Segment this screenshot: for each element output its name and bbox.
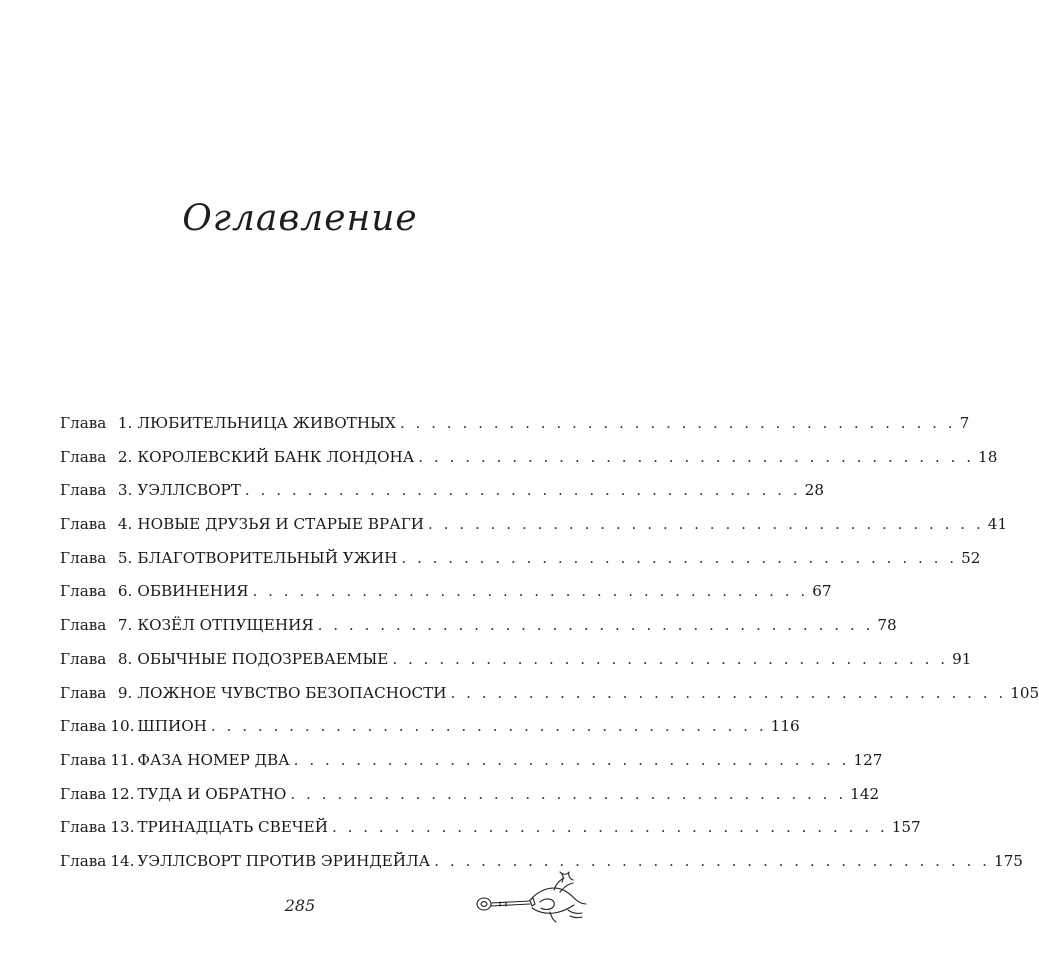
chapter-label: Глава (60, 717, 107, 736)
chapter-number: 5. (117, 548, 133, 567)
chapter-title: ТУДА И ОБРАТНО (137, 784, 287, 803)
chapter-number: 8. (117, 649, 133, 668)
chapter-label: Глава (60, 851, 107, 870)
chapter-title: КОЗЁЛ ОТПУЩЕНИЯ (137, 616, 314, 635)
page-title: Оглавление (182, 198, 418, 239)
chapter-page: 157 (891, 818, 921, 837)
chapter-label: Глава (60, 784, 107, 803)
dot-leader: . . . . . . . . . . . . . . . . . . . . . . . . . . . . . . . . . . . . (392, 649, 949, 668)
chapter-label: Глава (60, 414, 107, 432)
chapter-title: КОРОЛЕВСКИЙ БАНК ЛОНДОНА (137, 447, 415, 466)
toc-entry (60, 582, 832, 616)
chapter-label: Глава (60, 818, 107, 837)
chapter-label: Глава (60, 616, 107, 635)
chapter-label: Глава (60, 582, 107, 601)
chapter-label: Глава (60, 447, 107, 466)
toc-entry (60, 818, 921, 852)
chapter-number: 7. (117, 616, 133, 635)
chapter-label: Глава (60, 750, 107, 769)
chapter-title: ФАЗА НОМЕР ДВА (137, 750, 290, 769)
chapter-number: 2. (117, 447, 133, 466)
chapter-title: ОБЫЧНЫЕ ПОДОЗРЕВАЕМЫЕ (137, 649, 389, 668)
key-in-hand-icon (470, 862, 592, 926)
chapter-label: Глава (60, 515, 107, 534)
toc-entry (60, 548, 981, 583)
chapter-number: 13. (110, 818, 135, 837)
dot-leader: . . . . . . . . . . . . . . . . . . . . . . . . . . . . . . . . . . . . (290, 784, 847, 803)
toc-entry (60, 683, 1039, 718)
chapter-page: 142 (850, 784, 880, 803)
toc-entry (60, 784, 880, 819)
chapter-number: 4. (117, 515, 133, 534)
toc-entry (60, 750, 883, 785)
dot-leader: . . . . . . . . . . . . . . . . . . . . . . . . . . . . . . . . . . . . (331, 818, 888, 837)
chapter-title: ТРИНАДЦАТЬ СВЕЧЕЙ (137, 818, 328, 837)
chapter-label: Глава (60, 649, 107, 668)
dot-leader: . . . . . . . . . . . . . . . . . . . . . . . . . . . . . . . . . . . . (399, 414, 956, 432)
chapter-title: УЭЛЛСВОРТ (137, 481, 241, 500)
dot-leader: . . . . . . . . . . . . . . . . . . . . . . . . . . . . . . . . . . . . (210, 717, 767, 736)
chapter-title: УЭЛЛСВОРТ ПРОТИВ ЭРИНДЕЙЛА (137, 851, 431, 870)
chapter-page: 28 (804, 481, 824, 500)
toc-entry (60, 481, 824, 515)
dot-leader: . . . . . . . . . . . . . . . . . . . . . . . . . . . . . . . . . . . . (317, 616, 874, 635)
chapter-title: ШПИОН (137, 717, 207, 736)
chapter-number: 12. (110, 784, 135, 803)
dot-leader: . . . . . . . . . . . . . . . . . . . . . . . . . . . . . . . . . . . . (434, 851, 990, 870)
chapter-page: 116 (770, 717, 800, 736)
table-of-contents (60, 414, 1039, 886)
dot-leader: . . . . . . . . . . . . . . . . . . . . . . . . . . . . . . . . . . . . (244, 481, 801, 500)
page-number: 285 (284, 896, 316, 915)
chapter-number: 1. (117, 414, 133, 432)
dot-leader: . . . . . . . . . . . . . . . . . . . . . . . . . . . . . . . . . . . . (418, 447, 975, 466)
chapter-page: 41 (987, 515, 1008, 534)
chapter-page: 52 (961, 548, 981, 567)
toc-entry (60, 616, 897, 650)
chapter-title: БЛАГОТВОРИТЕЛЬНЫЙ УЖИН (137, 548, 398, 567)
chapter-number: 11. (110, 750, 135, 769)
chapter-page: 91 (952, 649, 972, 668)
dot-leader: . . . . . . . . . . . . . . . . . . . . . . . . . . . . . . . . . . . . (401, 548, 958, 567)
chapter-title: ЛЮБИТЕЛЬНИЦА ЖИВОТНЫХ (137, 414, 396, 432)
chapter-page: 67 (812, 582, 832, 601)
chapter-number: 3. (117, 481, 133, 500)
chapter-number: 6. (117, 582, 133, 601)
chapter-number: 10. (110, 717, 135, 736)
chapter-label: Глава (60, 548, 107, 567)
chapter-title: ОБВИНЕНИЯ (137, 582, 249, 601)
toc-entry (60, 851, 1023, 886)
chapter-page: 175 (993, 851, 1023, 870)
chapter-page: 127 (853, 750, 883, 769)
toc-entry (60, 515, 1008, 549)
dot-leader: . . . . . . . . . . . . . . . . . . . . . . . . . . . . . . . . . . . . (450, 683, 1007, 702)
dot-leader: . . . . . . . . . . . . . . . . . . . . . . . . . . . . . . . . . . . . (252, 582, 809, 601)
chapter-label: Глава (60, 683, 107, 702)
chapter-page: 78 (877, 616, 897, 635)
toc-entry (60, 447, 998, 482)
chapter-number: 14. (110, 851, 135, 870)
chapter-page: 105 (1010, 683, 1039, 702)
dot-leader: . . . . . . . . . . . . . . . . . . . . . . . . . . . . . . . . . . . . (428, 515, 984, 534)
chapter-title: НОВЫЕ ДРУЗЬЯ И СТАРЫЕ ВРАГИ (137, 515, 425, 534)
chapter-number: 9. (117, 683, 133, 702)
toc-entry (60, 717, 800, 751)
chapter-page: 18 (978, 447, 998, 466)
chapter-label: Глава (60, 481, 107, 500)
toc-entry (60, 649, 972, 684)
dot-leader: . . . . . . . . . . . . . . . . . . . . . . . . . . . . . . . . . . . . (293, 750, 850, 769)
toc-entry (60, 414, 970, 448)
chapter-page: 7 (959, 414, 970, 432)
chapter-title: ЛОЖНОЕ ЧУВСТВО БЕЗОПАСНОСТИ (137, 683, 447, 702)
